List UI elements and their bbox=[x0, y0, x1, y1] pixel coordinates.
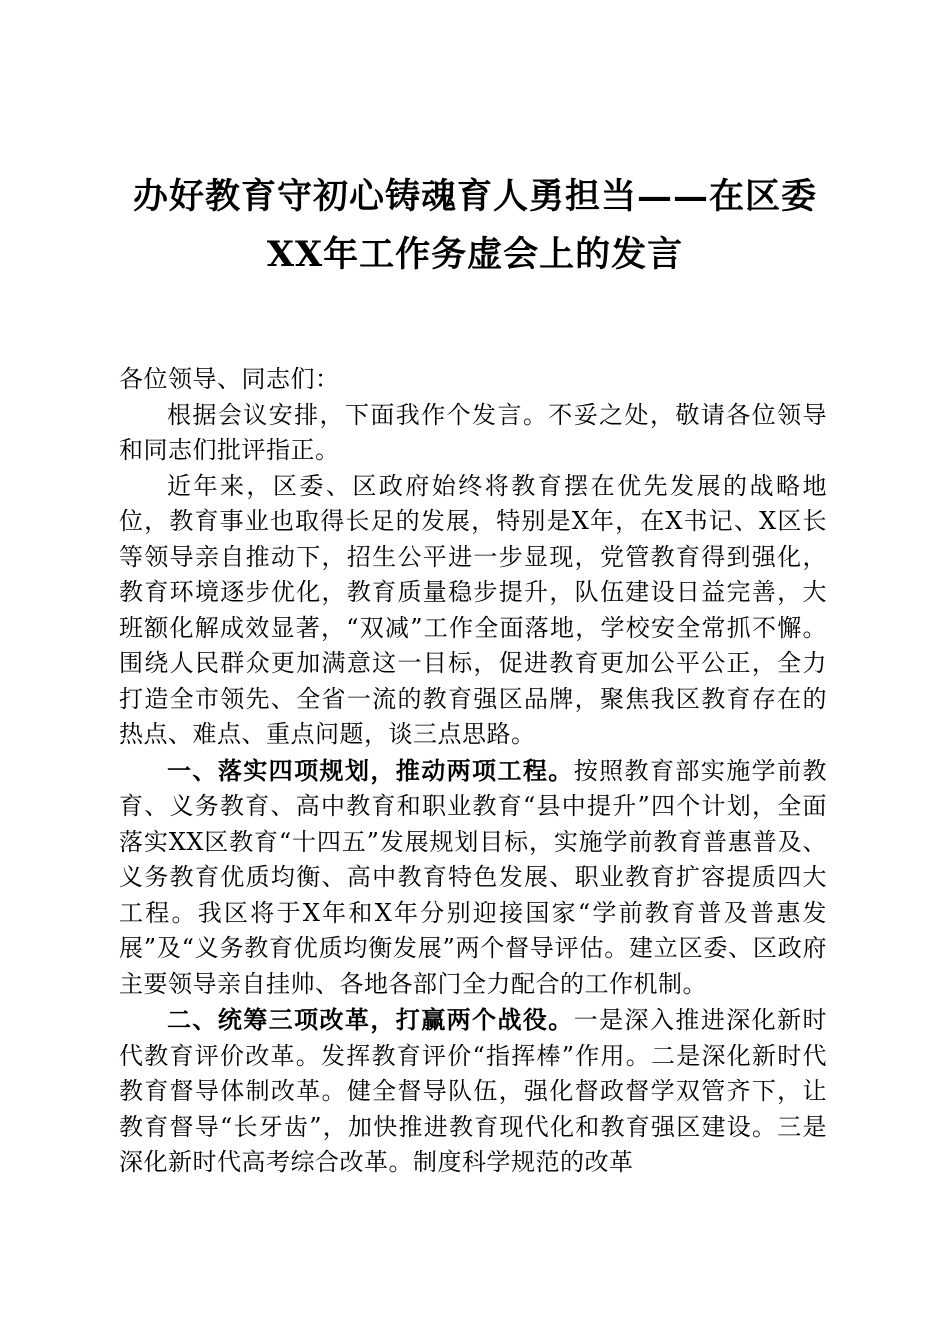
section-heading: 二、统筹三项改革，打赢两个战役。 bbox=[167, 1005, 574, 1034]
paragraph-background bbox=[119, 469, 827, 753]
paragraph-text: 按照教育部实施学前教育、义务教育、高中教育和职业教育“县中提升”四个计划，全面落实XX区教育“十四五”发展规划目标，实施学前教育普惠普及、义务教育优质均衡、高中教育特色发展、职业教育扩容提质四大工程。我区将于X年和X年分别迎接国家“学前教育普及普惠发展”及“义务教育优质均衡发展”两个督导评估。建立区委、区政府主要领导亲自挂帅、各地各部门全力配合的工作机制。 bbox=[119, 756, 827, 998]
paragraph-section-1 bbox=[119, 753, 827, 1003]
document-title bbox=[100, 168, 850, 284]
paragraph-text: 根据会议安排，下面我作个发言。不妥之处，敬请各位领导和同志们批评指正。 bbox=[119, 400, 827, 464]
title-line-1: 办好教育守初心铸魂育人勇担当——在区委 bbox=[132, 176, 817, 217]
paragraph-text: 一是深入推进深化新时代教育评价改革。发挥教育评价“指挥棒”作用。二是深化新时代教育督导体制改革。健全督导队伍，强化督政督学双管齐下，让教育督导“长牙齿”，加快推进教育现代化和教育强区建设。三是深化新时代高考综合改革。制度科学规范的改革 bbox=[119, 1006, 827, 1176]
title-line-2: XX年工作务虚会上的发言 bbox=[266, 234, 684, 275]
paragraph-text: 近年来，区委、区政府始终将教育摆在优先发展的战略地位，教育事业也取得长足的发展，特别是X年，在X书记、X区长等领导亲自推动下，招生公平进一步显现，党管教育得到强化，教育环境逐步优化，教育质量稳步提升，队伍建设日益完善，大班额化解成效显著，“双减”工作全面落地，学校安全常抓不懈。围绕人民群众更加满意这一目标，促进教育更加公平公正，全力打造全市领先、全省一流的教育强区品牌，聚焦我区教育存在的热点、难点、重点问题，谈三点思路。 bbox=[119, 471, 827, 748]
salutation: 各位领导、同志们： bbox=[119, 365, 340, 393]
document-body bbox=[119, 362, 827, 1181]
paragraph-section-2 bbox=[119, 1002, 827, 1181]
paragraph-intro bbox=[119, 398, 827, 469]
section-heading: 一、落实四项规划，推动两项工程。 bbox=[167, 755, 574, 785]
